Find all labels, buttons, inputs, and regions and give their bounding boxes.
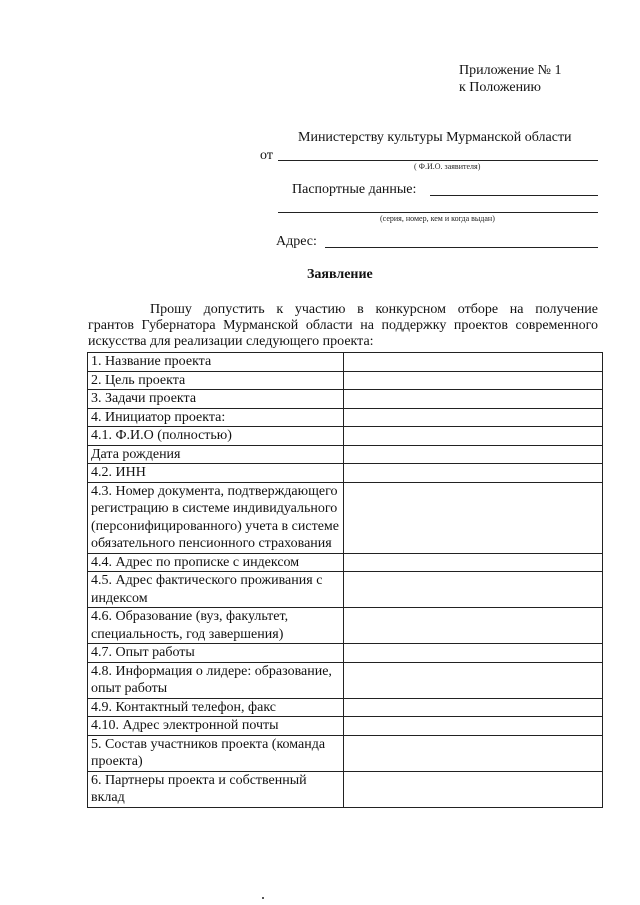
intro-rest: грантов Губернатора Мурманской области на поддержку проектов современного искусства для реализации следующего проекта: <box>88 318 598 349</box>
passport-field-line2[interactable] <box>278 212 598 213</box>
row-label: Дата рождения <box>88 445 344 464</box>
row-label: 4.10. Адрес электронной почты <box>88 717 344 736</box>
row-value-field[interactable] <box>344 353 603 372</box>
row-label: 4.9. Контактный телефон, факс <box>88 698 344 717</box>
row-value-field[interactable] <box>344 717 603 736</box>
table-row <box>88 464 603 483</box>
row-value-field[interactable] <box>344 408 603 427</box>
row-label: 4.5. Адрес фактического проживания с индексом <box>88 572 344 608</box>
table-row <box>88 408 603 427</box>
from-label: от <box>260 148 273 163</box>
row-label: 4.3. Номер документа, подтверждающего регистрацию в системе индивидуального (персонифицированного) учета в системе обязательного пенсионного страхования <box>88 482 344 553</box>
row-label: 4. Инициатор проекта: <box>88 408 344 427</box>
row-value-field[interactable] <box>344 553 603 572</box>
table-row <box>88 717 603 736</box>
applicant-name-field[interactable] <box>278 160 598 161</box>
row-value-field[interactable] <box>344 482 603 553</box>
passport-caption: (серия, номер, кем и когда выдан) <box>380 214 495 223</box>
row-value-field[interactable] <box>344 445 603 464</box>
row-value-field[interactable] <box>344 390 603 409</box>
ministry-addressee: Министерству культуры Мурманской области <box>298 130 572 145</box>
row-label: 4.4. Адрес по прописке с индексом <box>88 553 344 572</box>
row-label: 4.8. Информация о лидере: образование, опыт работы <box>88 662 344 698</box>
row-value-field[interactable] <box>344 427 603 446</box>
address-field[interactable] <box>325 247 598 248</box>
applicant-name-caption: ( Ф.И.О. заявителя) <box>414 162 481 171</box>
address-label: Адрес: <box>276 234 317 249</box>
table-row <box>88 662 603 698</box>
intro-paragraph <box>88 302 598 350</box>
row-value-field[interactable] <box>344 608 603 644</box>
row-value-field[interactable] <box>344 735 603 771</box>
row-value-field[interactable] <box>344 662 603 698</box>
page-mark <box>262 897 264 899</box>
row-value-field[interactable] <box>344 572 603 608</box>
table-row <box>88 371 603 390</box>
table-row <box>88 353 603 372</box>
table-row <box>88 427 603 446</box>
table-row <box>88 771 603 807</box>
table-row <box>88 644 603 663</box>
table-row <box>88 608 603 644</box>
passport-field[interactable] <box>430 195 598 196</box>
row-label: 2. Цель проекта <box>88 371 344 390</box>
row-label: 4.2. ИНН <box>88 464 344 483</box>
table-row <box>88 572 603 608</box>
row-label: 5. Состав участников проекта (команда проекта) <box>88 735 344 771</box>
row-label: 3. Задачи проекта <box>88 390 344 409</box>
appendix-reference: к Положению <box>459 80 542 95</box>
table-row <box>88 390 603 409</box>
row-label: 4.7. Опыт работы <box>88 644 344 663</box>
row-value-field[interactable] <box>344 371 603 390</box>
row-value-field[interactable] <box>344 698 603 717</box>
row-label: 6. Партнеры проекта и собственный вклад <box>88 771 344 807</box>
passport-label: Паспортные данные: <box>292 182 417 197</box>
row-value-field[interactable] <box>344 771 603 807</box>
appendix-number: Приложение № 1 <box>459 63 562 78</box>
row-label: 4.6. Образование (вуз, факультет, специальность, год завершения) <box>88 608 344 644</box>
row-label: 4.1. Ф.И.О (полностью) <box>88 427 344 446</box>
intro-first-line: Прошу допустить к участию в конкурсном отборе на получение <box>150 302 598 317</box>
table-row <box>88 482 603 553</box>
row-value-field[interactable] <box>344 464 603 483</box>
table-row <box>88 698 603 717</box>
project-info-table <box>87 352 603 808</box>
table-row <box>88 735 603 771</box>
document-title: Заявление <box>307 267 373 282</box>
table-row <box>88 553 603 572</box>
row-label: 1. Название проекта <box>88 353 344 372</box>
table-row <box>88 445 603 464</box>
row-value-field[interactable] <box>344 644 603 663</box>
